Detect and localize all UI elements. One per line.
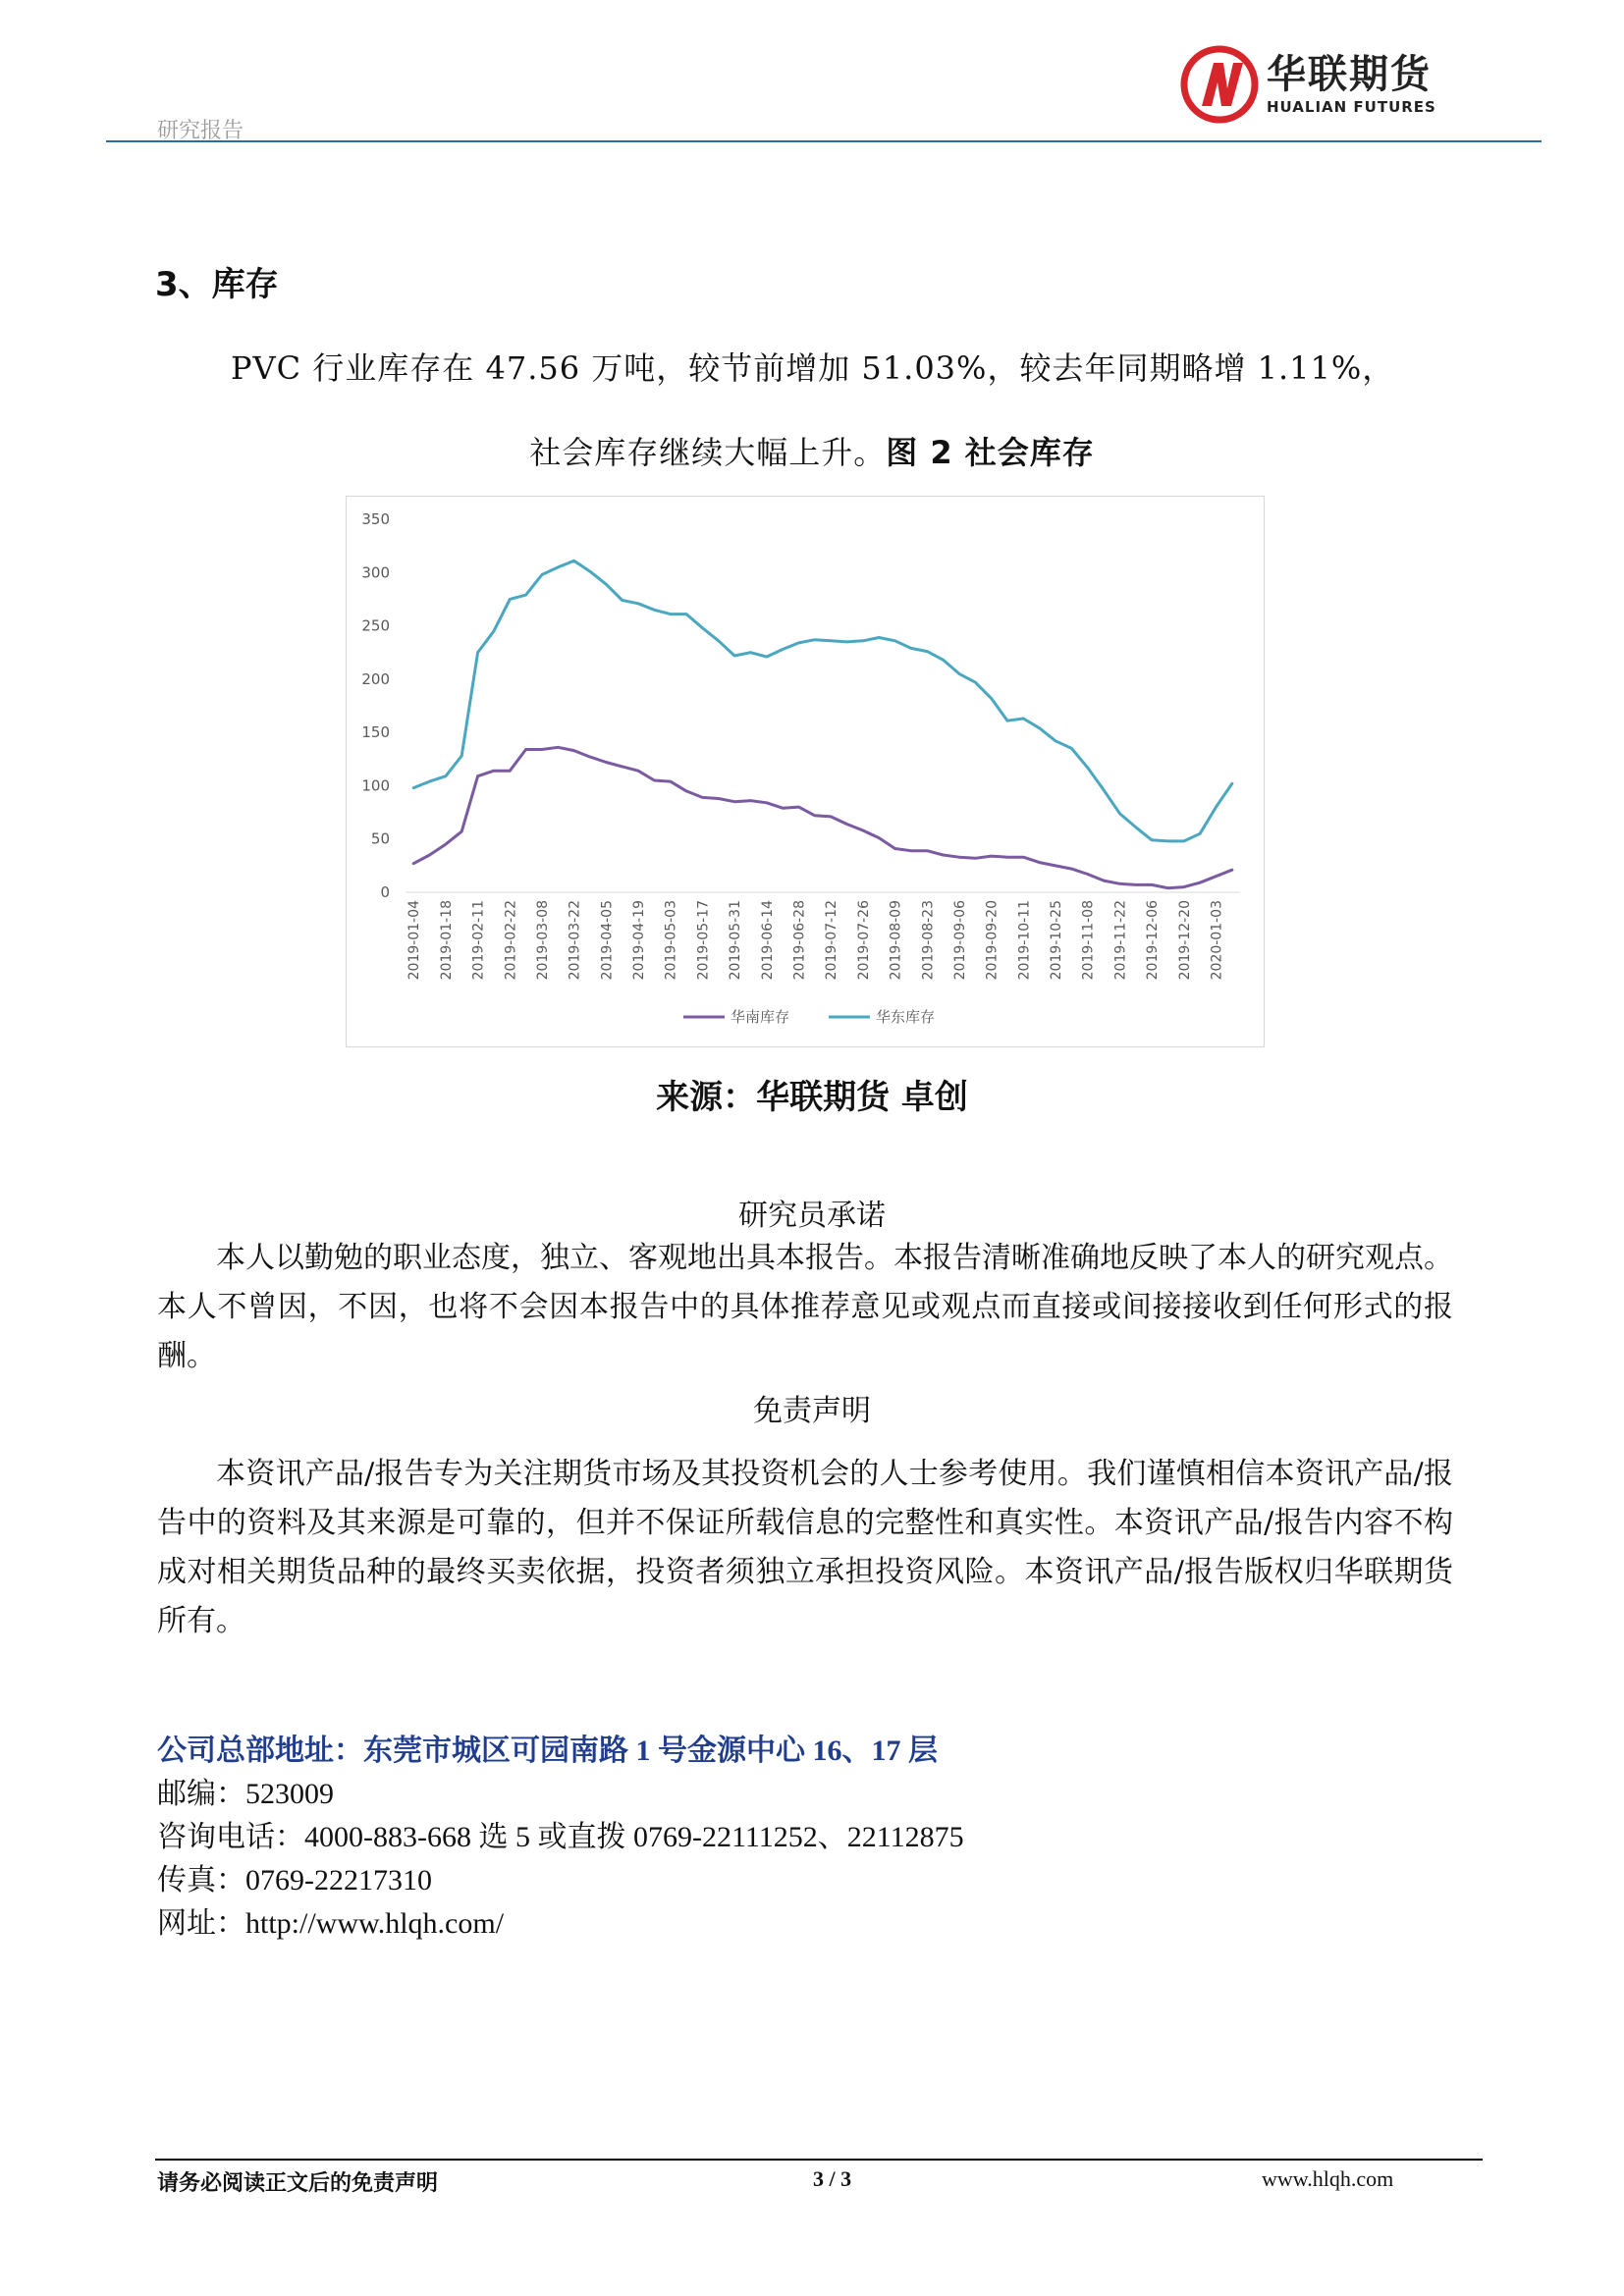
logo-cn-text: 华联期货 xyxy=(1267,52,1432,97)
paragraph-inventory-1: PVC 行业库存在 47.56 万吨，较节前增加 51.03%，较去年同期略增 1.11%， xyxy=(231,349,1395,387)
x-tick-label: 2020-01-03 xyxy=(1209,900,1225,981)
hq-address: 公司总部地址：东莞市城区可园南路 1 号金源中心 16、17 层 xyxy=(157,1735,938,1767)
header-divider xyxy=(106,140,1542,142)
x-tick-label: 2019-06-28 xyxy=(791,900,808,981)
series-line-huanan xyxy=(413,747,1232,887)
legend-label: 华南库存 xyxy=(731,1008,790,1026)
x-tick-label: 2019-12-06 xyxy=(1145,900,1162,981)
y-tick-label: 50 xyxy=(370,829,390,848)
section-title: 3、库存 xyxy=(155,265,279,304)
x-tick-label: 2019-03-08 xyxy=(534,900,551,981)
x-tick-label: 2019-07-26 xyxy=(855,900,872,981)
x-tick-label: 2019-11-22 xyxy=(1112,900,1129,981)
website[interactable]: 网址：http://www.hlqh.com/ xyxy=(157,1907,505,1940)
chart-svg xyxy=(347,497,1264,1046)
chart-source: 来源：华联期货 卓创 xyxy=(656,1078,968,1117)
x-tick-label: 2019-12-20 xyxy=(1176,900,1193,981)
legend-label: 华东库存 xyxy=(876,1008,936,1026)
y-tick-label: 300 xyxy=(361,563,390,582)
logo-en-text: HUALIAN FUTURES xyxy=(1267,98,1436,116)
y-tick-label: 350 xyxy=(361,510,390,528)
company-address-block xyxy=(157,1730,964,1946)
x-tick-label: 2019-02-22 xyxy=(503,900,519,981)
x-tick-label: 2019-06-14 xyxy=(759,900,776,981)
postcode: 邮编：523009 xyxy=(157,1778,334,1810)
x-tick-label: 2019-07-12 xyxy=(824,900,840,981)
x-tick-label: 2019-09-06 xyxy=(951,900,968,981)
x-tick-label: 2019-05-03 xyxy=(663,900,679,981)
disclaimer-body xyxy=(157,1450,1453,1646)
x-tick-label: 2019-01-04 xyxy=(406,900,423,981)
y-tick-label: 200 xyxy=(361,669,390,688)
y-tick-label: 0 xyxy=(380,883,390,901)
x-tick-label: 2019-05-17 xyxy=(695,900,712,981)
x-tick-label: 2019-04-05 xyxy=(599,900,616,981)
pledge-body xyxy=(157,1234,1453,1381)
series-line-huadong xyxy=(413,561,1232,841)
footer-notice: 请务必阅读正文后的免责声明 xyxy=(157,2170,439,2196)
paragraph-inventory-2 xyxy=(0,428,1624,473)
page-number: 3 / 3 xyxy=(813,2166,852,2191)
fax: 传真：0769-22217310 xyxy=(157,1864,432,1896)
disclaimer-text: 本资讯产品/报告专为关注期货市场及其投资机会的人士参考使用。我们谨慎相信本资讯产品/报告中的资料及其来源是可靠的，但并不保证所载信息的完整性和真实性。本资讯产品/报告内容不构成对相关期货品种的最终买卖依据，投资者须独立承担投资风险。本资讯产品/报告版权归华联期货所有。 xyxy=(157,1457,1453,1638)
x-tick-label: 2019-01-18 xyxy=(438,900,455,981)
x-tick-label: 2019-05-31 xyxy=(728,900,744,981)
x-tick-label: 2019-08-23 xyxy=(920,900,937,981)
pledge-text: 本人以勤勉的职业态度，独立、客观地出具本报告。本报告清晰准确地反映了本人的研究观点。本人不曾因，不因，也将不会因本报告中的具体推荐意见或观点而直接或间接接收到任何形式的报酬。 xyxy=(157,1241,1453,1373)
inventory-chart xyxy=(346,496,1265,1047)
paragraph-text: 社会库存继续大幅上升。 xyxy=(529,434,887,471)
figure-caption: 图 2 社会库存 xyxy=(886,434,1095,471)
y-tick-label: 250 xyxy=(361,616,390,635)
footer-url[interactable]: www.hlqh.com xyxy=(1262,2166,1394,2191)
x-tick-label: 2019-02-11 xyxy=(470,900,487,981)
x-tick-label: 2019-10-25 xyxy=(1049,900,1065,981)
x-tick-label: 2019-04-19 xyxy=(631,900,648,981)
pledge-title: 研究员承诺 xyxy=(738,1199,886,1233)
x-tick-label: 2019-10-11 xyxy=(1016,900,1033,981)
x-tick-label: 2019-09-20 xyxy=(984,900,1001,981)
y-tick-label: 100 xyxy=(361,776,390,795)
phone: 咨询电话：4000-883-668 选 5 或直拨 0769-22111252、22112875 xyxy=(157,1821,964,1853)
x-tick-label: 2019-11-08 xyxy=(1080,900,1097,981)
x-tick-label: 2019-03-22 xyxy=(567,900,583,981)
disclaimer-title: 免责声明 xyxy=(753,1394,871,1428)
y-tick-label: 150 xyxy=(361,723,390,742)
footer-divider xyxy=(155,2159,1483,2161)
header-label: 研究报告 xyxy=(157,119,244,143)
x-tick-label: 2019-08-09 xyxy=(888,900,904,981)
